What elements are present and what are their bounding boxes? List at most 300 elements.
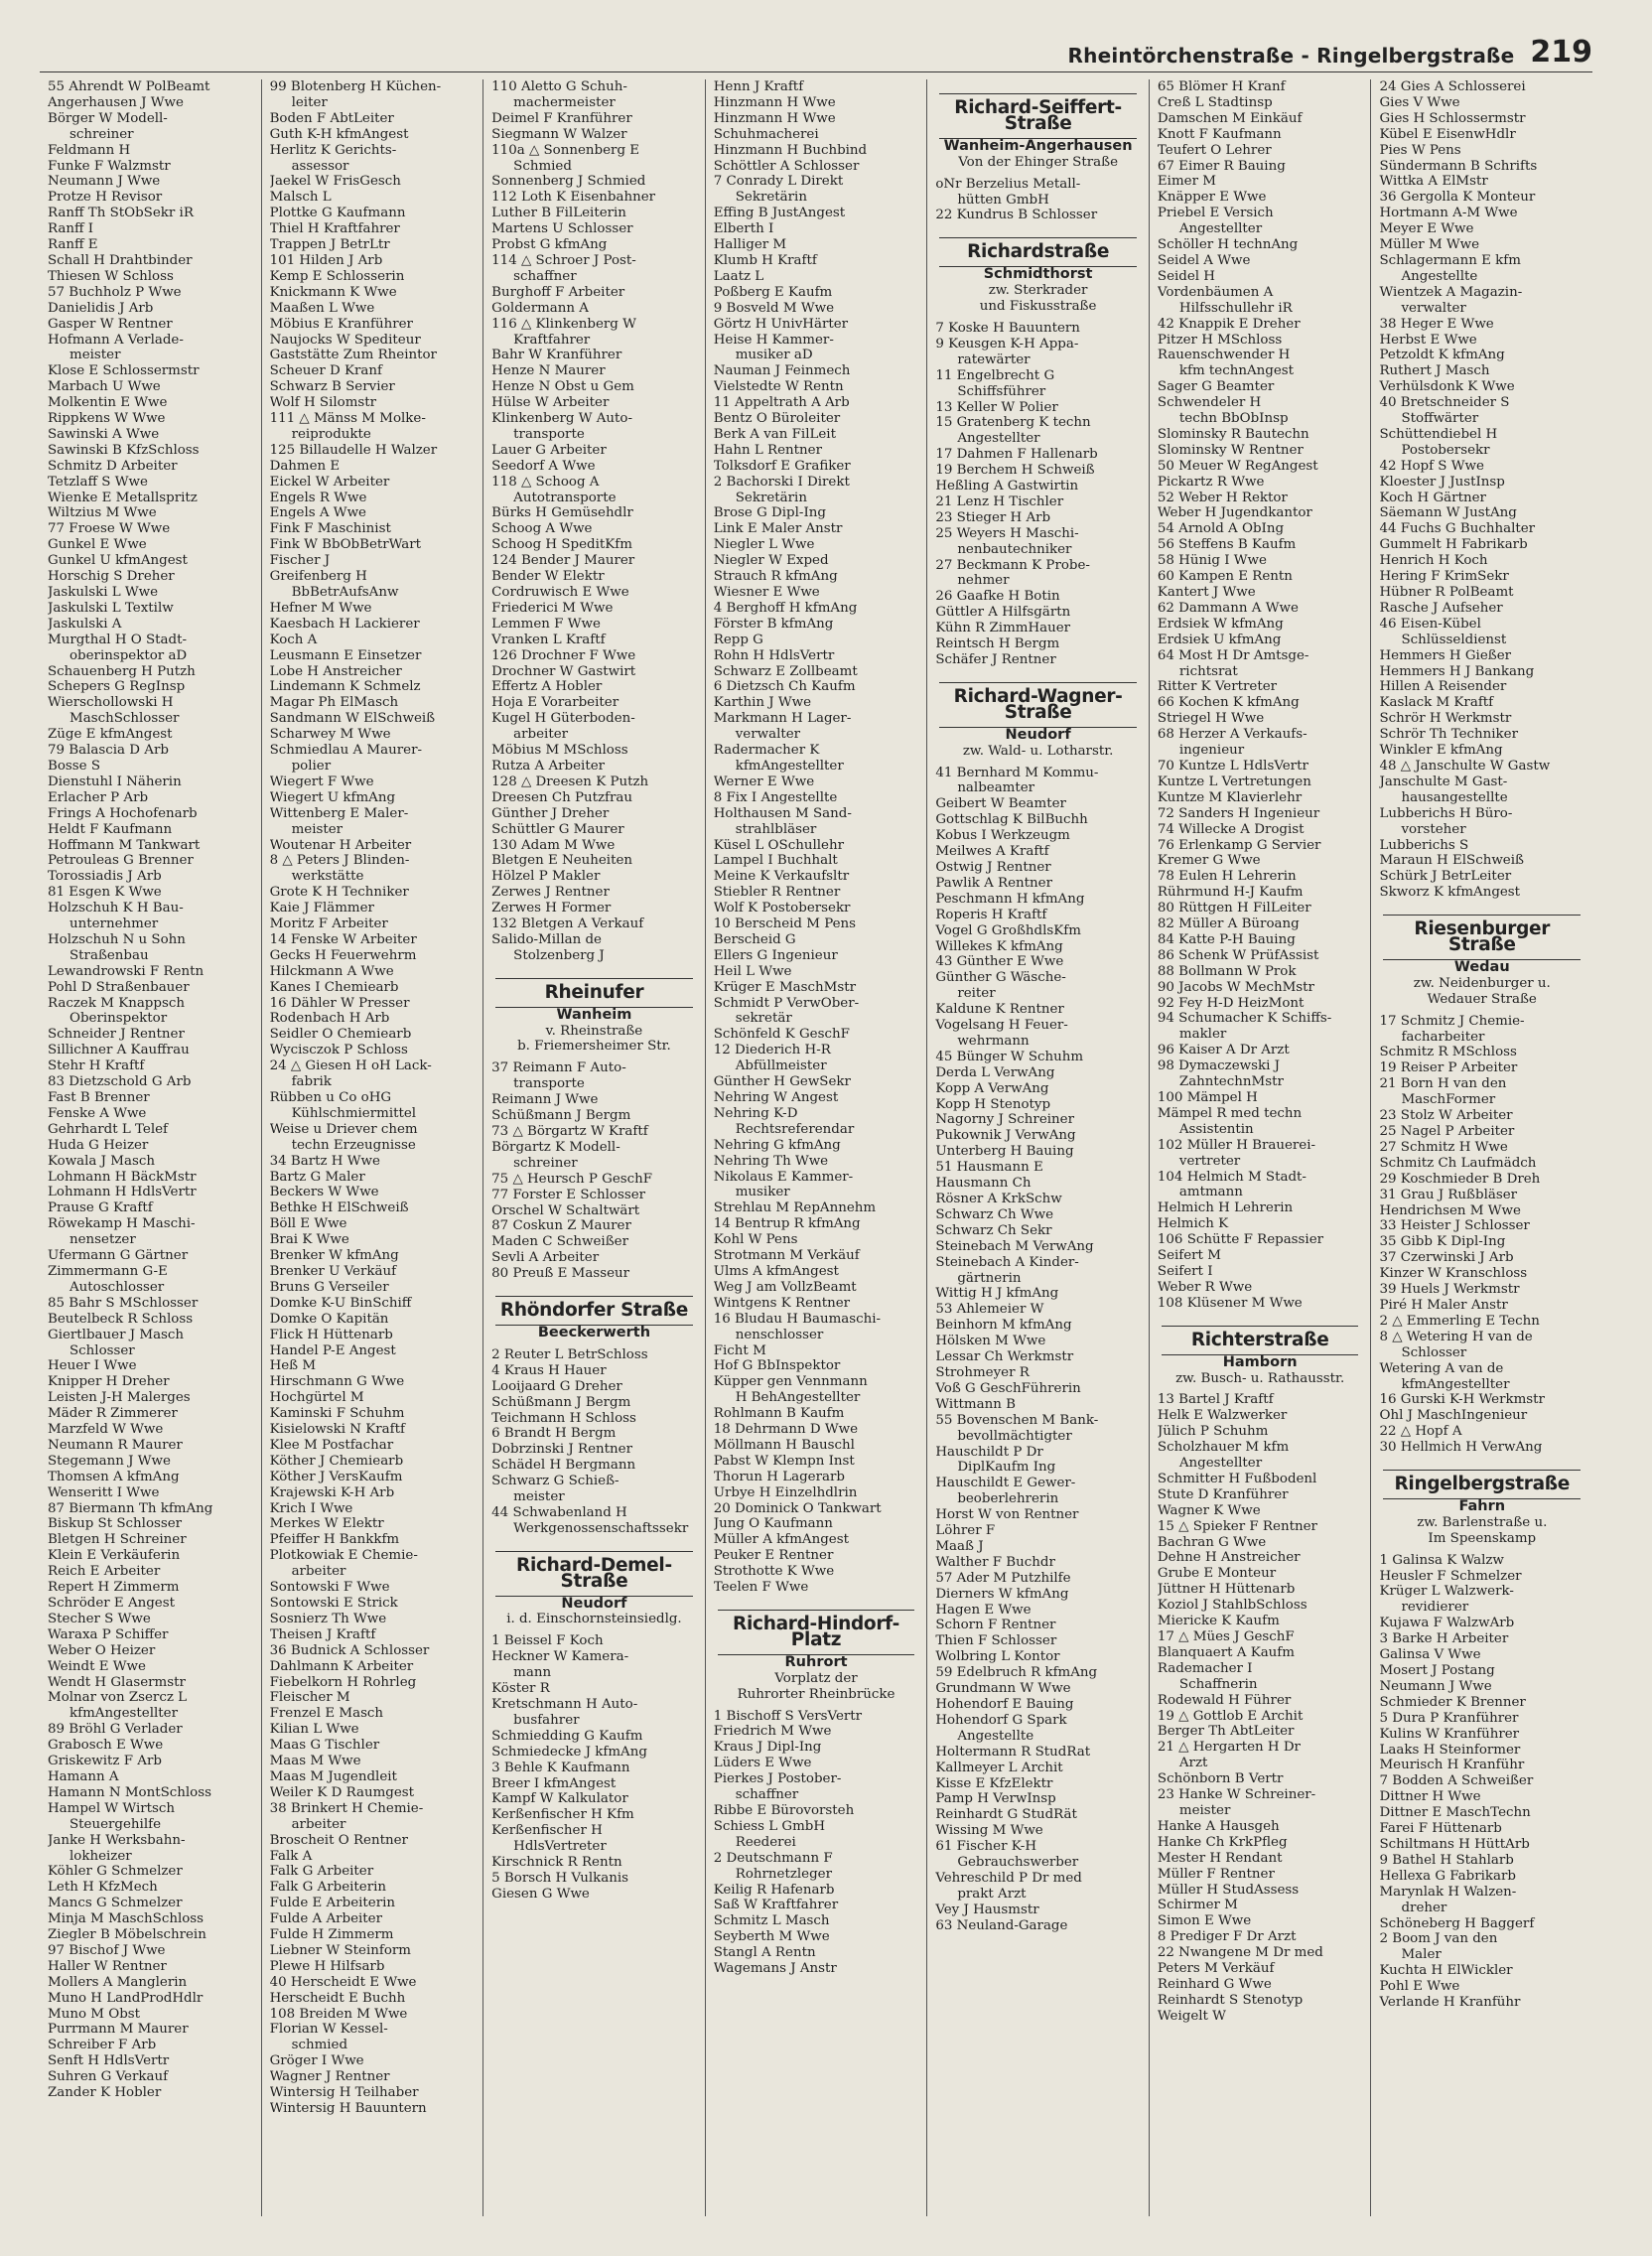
entry-continuation: schreiner — [69, 126, 134, 142]
resident-entry: Görtz H UnivHärter — [713, 316, 849, 332]
entry-continuation: Rechtsreferendar — [735, 1121, 855, 1137]
resident-entry: 87 Coskun Z Maurer — [491, 1218, 631, 1234]
resident-entry: 125 Billaudelle H Walzer — [269, 442, 438, 458]
resident-entry: oNr Berzelius Metall- — [935, 176, 1081, 192]
resident-entry: Saß W Kraftfahrer — [713, 1898, 839, 1913]
resident-entry: Stegemann J Wwe — [48, 1453, 171, 1469]
resident-entry: Schoog A Wwe — [491, 521, 593, 537]
resident-entry: Schoog H SpeditKfm — [491, 537, 632, 553]
resident-entry: Salido-Millan de — [491, 931, 602, 947]
resident-entry: Maaß J — [935, 1538, 984, 1554]
resident-entry: Murgthal H O Stadt- — [48, 632, 188, 647]
resident-entry: Falk G Arbeiterin — [269, 1880, 387, 1896]
resident-entry: Pierkes J Postober- — [713, 1771, 842, 1787]
resident-entry: 27 Beckmann K Probe- — [935, 557, 1090, 573]
resident-entry: Steinebach A Kinder- — [935, 1254, 1079, 1270]
resident-entry: Bethke H ElSchweiß — [269, 1200, 409, 1216]
resident-entry: Bachran G Wwe — [1157, 1534, 1267, 1550]
resident-entry: Löhrer F — [935, 1523, 996, 1539]
resident-entry: 7 Bodden A Schweißer — [1379, 1773, 1534, 1789]
resident-entry: Rohlmann B Kaufm — [713, 1406, 845, 1422]
resident-entry: Rutza A Arbeiter — [491, 758, 606, 774]
resident-entry: Heß M — [269, 1358, 317, 1374]
street-name: Rhöndorfer Straße — [499, 1300, 688, 1322]
resident-entry: Kaie J Flämmer — [269, 901, 374, 916]
resident-entry: Halliger M — [713, 237, 787, 253]
resident-entry: 9 Bosveld M Wwe — [713, 300, 835, 316]
resident-entry: Wittka A ElMstr — [1379, 174, 1488, 190]
street-name: Richard-Seiffert-Straße — [954, 97, 1122, 134]
resident-entry: Bosse S — [48, 758, 101, 774]
resident-entry: Schmiedding G Kaufm — [491, 1728, 643, 1744]
resident-entry: Lessar Ch Werkmstr — [935, 1349, 1074, 1365]
street-name: Richard-Hindorf-Platz — [733, 1614, 899, 1650]
entry-continuation: Autoschlosser — [69, 1279, 165, 1295]
resident-entry: 64 Most H Dr Amtsge- — [1157, 647, 1309, 663]
resident-entry: 13 Keller W Polier — [935, 399, 1058, 415]
resident-entry: 108 Klüsener M Wwe — [1157, 1295, 1303, 1311]
street-heading — [935, 682, 1141, 760]
resident-entry: 72 Sanders H Ingenieur — [1157, 805, 1320, 821]
entry-continuation: Angestellte — [1401, 268, 1478, 284]
entry-continuation: meister — [69, 348, 121, 363]
resident-entry: Wolf K Postobersekr — [713, 901, 851, 916]
resident-entry: Wiltzius M Wwe — [48, 505, 157, 521]
resident-entry: Roperis H Kraftf — [935, 907, 1047, 922]
resident-entry: Galinsa V Wwe — [1379, 1647, 1481, 1663]
resident-entry: 31 Grau J Rußbläser — [1379, 1187, 1518, 1202]
resident-entry: Koziol J StahlbSchloss — [1157, 1598, 1308, 1614]
resident-entry: 11 Engelbrecht G — [935, 367, 1055, 383]
entry-continuation: makler — [1178, 1027, 1227, 1043]
resident-entry: 79 Balascia D Arb — [48, 743, 169, 759]
resident-entry: Gröger I Wwe — [269, 2053, 364, 2069]
resident-entry: Fleischer M — [269, 1690, 350, 1706]
entry-continuation: prakt Arzt — [957, 1886, 1027, 1902]
resident-entry: Jaskulski L Textilw — [48, 600, 174, 616]
resident-entry: Köther J Chemiearb — [269, 1453, 404, 1469]
resident-entry: Striegel H Wwe — [1157, 711, 1265, 727]
resident-entry: Helmich H Lehrerin — [1157, 1200, 1294, 1216]
entry-continuation: DiplKaufm Ing — [957, 1460, 1056, 1476]
resident-entry: Hortmann A-M Wwe — [1379, 206, 1518, 221]
resident-entry: Gehrhardt L Telef — [48, 1121, 168, 1137]
resident-entry: Schepers G RegInsp — [48, 679, 186, 695]
resident-entry: Gies H Schlossermstr — [1379, 110, 1526, 126]
entry-continuation: meister — [291, 821, 344, 837]
resident-entry: Reimann J Wwe — [491, 1092, 599, 1108]
resident-entry: 15 △ Spieker F Rentner — [1157, 1518, 1317, 1534]
resident-entry: Erdsiek W kfmAng — [1157, 616, 1284, 632]
resident-entry: Petrouleas G Brenner — [48, 853, 194, 869]
resident-entry: Torossiadis J Arb — [48, 869, 162, 885]
resident-entry: Schwarz Ch Wwe — [935, 1206, 1054, 1222]
resident-entry: Giesen G Wwe — [491, 1886, 590, 1902]
resident-entry: 50 Meuer W RegAngest — [1157, 458, 1318, 474]
resident-entry: Klumb H Kraftf — [713, 252, 817, 268]
resident-entry: Bahr W Kranführer — [491, 348, 622, 363]
resident-entry: Lauer G Arbeiter — [491, 442, 607, 458]
resident-entry: Seifert M — [1157, 1248, 1221, 1264]
resident-entry: Nehring K-D — [713, 1105, 798, 1121]
resident-entry: Moritz F Arbeiter — [269, 916, 388, 932]
resident-entry: 75 △ Heursch P GeschF — [491, 1171, 653, 1187]
resident-entry: Schauenberg H Putzh — [48, 663, 196, 679]
resident-entry: Kühn R ZimmHauer — [935, 621, 1071, 636]
resident-entry: Hinzmann H Wwe — [713, 94, 836, 110]
resident-entry: Pohl E Wwe — [1379, 1979, 1460, 1995]
resident-entry: 58 Hünig I Wwe — [1157, 553, 1267, 569]
resident-entry: 30 Hellmich H VerwAng — [1379, 1440, 1543, 1456]
resident-entry: Mester H Rendant — [1157, 1850, 1283, 1866]
resident-entry: Vordenbäumen A — [1157, 284, 1274, 300]
directory-column — [262, 79, 484, 2216]
street-name: Richardstraße — [967, 241, 1110, 263]
resident-entry: Prause G Kraftf — [48, 1200, 153, 1216]
resident-entry: 2 Boom J van den — [1379, 1931, 1498, 1947]
street-name: Riesenburger Straße — [1414, 918, 1551, 956]
resident-entry: 42 Hopf S Wwe — [1379, 458, 1484, 474]
resident-entry: Wienke E Metallspritz — [48, 490, 198, 505]
resident-entry: Reinhard G Wwe — [1157, 1976, 1272, 1992]
resident-entry: Janke H Werksbahn- — [48, 1832, 186, 1848]
resident-entry: 97 Bischof J Wwe — [48, 1942, 166, 1958]
resident-entry: 37 Reimann F Auto- — [491, 1060, 626, 1076]
resident-entry: Strotmann M Verkäuf — [713, 1248, 860, 1264]
street-name: Richard-Wagner-Straße — [953, 685, 1123, 723]
resident-entry: Tetzlaff S Wwe — [48, 474, 148, 490]
entry-continuation: Oberinspektor — [69, 1011, 168, 1027]
resident-entry: Strohmeyer R — [935, 1364, 1030, 1380]
resident-entry: Wiegert F Wwe — [269, 774, 374, 789]
entry-continuation: Assistentin — [1178, 1121, 1254, 1137]
resident-entry: Stiebler R Rentner — [713, 885, 841, 901]
resident-entry: Gunkel U kfmAngest — [48, 553, 188, 569]
resident-entry: Klein E Verkäuferin — [48, 1548, 181, 1564]
resident-entry: 20 Dominick O Tankwart — [713, 1500, 882, 1516]
resident-entry: Wendt H Glasermstr — [48, 1674, 186, 1690]
resident-entry: Florian W Kessel- — [269, 2022, 388, 2038]
resident-entry: 86 Schenk W PrüfAssist — [1157, 947, 1319, 963]
resident-entry: Maraun H ElSchweiß — [1379, 853, 1524, 869]
resident-entry: 38 Brinkert H Chemie- — [269, 1800, 424, 1816]
resident-entry: Ziegler B Möbelschrein — [48, 1927, 206, 1943]
resident-entry: Müller A kfmAngest — [713, 1532, 849, 1548]
resident-entry: Wolf H Silomstr — [269, 395, 377, 411]
resident-entry: Reinhardt S Stenotyp — [1157, 1992, 1304, 2008]
resident-entry: Schmitz D Arbeiter — [48, 458, 178, 474]
entry-continuation: Postobersekr — [1401, 442, 1490, 458]
resident-entry: Greifenberg H — [269, 569, 367, 585]
resident-entry: 111 △ Mänss M Molke- — [269, 411, 426, 427]
resident-entry: Dehne H Anstreicher — [1157, 1550, 1301, 1566]
resident-entry: Schüßmann J Bergm — [491, 1108, 631, 1124]
resident-entry: Schwarz B Servier — [269, 379, 395, 395]
resident-entry: Pamp H VerwInsp — [935, 1791, 1056, 1807]
resident-entry: Wittenberg E Maler- — [269, 805, 409, 821]
resident-entry: Lohmann H HdlsVertr — [48, 1185, 197, 1200]
resident-entry: Hamann N MontSchloss — [48, 1784, 211, 1800]
resident-entry: 51 Hausmann E — [935, 1160, 1043, 1176]
resident-entry: 89 Bröhl G Verlader — [48, 1722, 183, 1738]
resident-entry: Schädel H Bergmann — [491, 1458, 636, 1474]
entry-continuation: ingenieur — [1178, 743, 1245, 759]
resident-entry: Wagner J Rentner — [269, 2069, 390, 2085]
street-description: zw. Sterkrader — [988, 283, 1088, 299]
resident-entry: Urbye H Einzelhdlrin — [713, 1484, 858, 1500]
resident-entry: Nagorny J Schreiner — [935, 1112, 1074, 1128]
resident-entry: Purrmann M Maurer — [48, 2022, 189, 2038]
resident-entry: Handel P-E Angest — [269, 1342, 396, 1358]
resident-entry: Suhren G Verkauf — [48, 2069, 169, 2085]
resident-entry: Helmich K — [1157, 1216, 1229, 1232]
resident-entry: Vogelsang H Feuer- — [935, 1018, 1068, 1034]
resident-entry: Seifert I — [1157, 1263, 1213, 1279]
street-heading — [1158, 1326, 1363, 1387]
resident-entry: 2 Deutschmann F — [713, 1850, 833, 1866]
resident-entry: 77 Forster E Schlosser — [491, 1187, 646, 1202]
resident-entry: Pies W Pens — [1379, 142, 1461, 158]
resident-entry: Möbius E Kranführer — [269, 316, 413, 332]
entry-continuation: kfmAngestellter — [1401, 1376, 1510, 1392]
street-description: zw. Neidenburger u. — [1413, 975, 1551, 991]
resident-entry: Lubberichs S — [1379, 837, 1469, 853]
resident-entry: Marynlak H Walzen- — [1379, 1884, 1517, 1900]
resident-entry: Grundmann W Wwe — [935, 1681, 1071, 1697]
street-description: b. Friemersheimer Str. — [517, 1039, 671, 1055]
entry-continuation: meister — [1178, 1802, 1231, 1818]
resident-entry: Kaslack M Kraftf — [1379, 695, 1494, 711]
resident-entry: Nauman J Feinmech — [713, 363, 851, 379]
resident-entry: Möllmann H Bauschl — [713, 1437, 855, 1453]
resident-entry: Teichmann H Schloss — [491, 1410, 636, 1426]
entry-continuation: Schmied — [513, 158, 572, 174]
resident-entry: 8 △ Peters J Blinden- — [269, 853, 410, 869]
resident-entry: Heusler F Schmelzer — [1379, 1568, 1522, 1584]
resident-entry: Schüttendiebel H — [1379, 426, 1498, 442]
resident-entry: Schmitz R MSchloss — [1379, 1045, 1517, 1060]
resident-entry: Lemmen F Wwe — [491, 616, 601, 632]
resident-entry: 45 Bünger W Schuhm — [935, 1049, 1084, 1064]
resident-entry: 37 Czerwinski J Arb — [1379, 1250, 1514, 1266]
resident-entry: Küsel L OSchullehr — [713, 837, 844, 853]
resident-entry: Neumann J Wwe — [48, 174, 161, 190]
resident-entry: Pabst W Klempn Inst — [713, 1453, 855, 1469]
resident-entry: Rasche J Aufseher — [1379, 600, 1503, 616]
resident-entry: Meilwes A Kraftf — [935, 844, 1049, 860]
resident-entry: Erlacher P Arb — [48, 789, 149, 805]
resident-entry: Hamann A — [48, 1768, 119, 1784]
resident-entry: Schneider J Rentner — [48, 1027, 185, 1043]
resident-entry: Woutenar H Arbeiter — [269, 837, 412, 853]
resident-entry: Schlagermann E kfm — [1379, 252, 1521, 268]
entry-continuation: fabrik — [291, 1074, 332, 1090]
resident-entry: Jung O Kaufmann — [713, 1516, 833, 1532]
resident-entry: Knickmann K Wwe — [269, 284, 397, 300]
entry-continuation: nenbautechniker — [957, 541, 1072, 557]
resident-entry: 81 Esgen K Wwe — [48, 885, 162, 901]
resident-entry: Lüders E Wwe — [713, 1756, 812, 1771]
resident-entry: Seidel A Wwe — [1157, 252, 1251, 268]
resident-entry: Biskup St Schlosser — [48, 1516, 183, 1532]
entry-continuation: Straßenbau — [69, 947, 149, 963]
resident-entry: 26 Gaafke H Botin — [935, 589, 1060, 605]
entry-continuation: unternehmer — [69, 916, 159, 932]
resident-entry: Kulins W Kranführer — [1379, 1726, 1520, 1742]
resident-entry: Brose G Dipl-Ing — [713, 505, 826, 521]
resident-entry: 25 Nagel P Arbeiter — [1379, 1124, 1515, 1139]
resident-entry: 112 Loth K Eisenbahner — [491, 190, 656, 206]
resident-entry: Weber R Wwe — [1157, 1279, 1253, 1295]
resident-entry: Orschel W Schaltwärt — [491, 1202, 640, 1218]
resident-entry: Burghoff F Arbeiter — [491, 284, 625, 300]
resident-entry: Gasper W Rentner — [48, 316, 173, 332]
resident-entry: Maas M Jugendleit — [269, 1768, 397, 1784]
resident-entry: Deimel F Kranführer — [491, 110, 632, 126]
street-description: Von der Ehinger Straße — [958, 154, 1118, 170]
resident-entry: Kantert J Wwe — [1157, 585, 1256, 600]
resident-entry: Sevli A Arbeiter — [491, 1250, 600, 1266]
resident-entry: Bentz O Büroleiter — [713, 411, 841, 427]
resident-entry: Güttler A Hilfsgärtn — [935, 605, 1071, 621]
resident-entry: 62 Dammann A Wwe — [1157, 600, 1299, 616]
resident-entry: 8 △ Wetering H van de — [1379, 1329, 1533, 1344]
street-heading — [1379, 1470, 1584, 1547]
resident-entry: Kaminski F Schuhm — [269, 1406, 405, 1422]
entry-continuation: Schaffnerin — [1178, 1676, 1258, 1692]
resident-entry: Goldermann A — [491, 300, 589, 316]
resident-entry: Schmieder K Brenner — [1379, 1694, 1526, 1710]
resident-entry: Mollers A Manglerin — [48, 1974, 188, 1990]
resident-entry: Vogel G GroßhdlsKfm — [935, 922, 1081, 938]
entry-continuation: musiker — [735, 1185, 790, 1200]
resident-entry: 6 Brandt H Bergm — [491, 1426, 617, 1442]
resident-entry: Thiel H Kraftfahrer — [269, 221, 400, 237]
resident-entry: Luther B FilLeiterin — [491, 206, 626, 221]
directory-column — [40, 79, 262, 2216]
resident-entry: 82 Müller A Büroang — [1157, 916, 1300, 932]
resident-entry: Tolksdorf E Grafiker — [713, 458, 851, 474]
resident-entry: Vranken L Kraftf — [491, 632, 606, 647]
resident-entry: Sontowski F Wwe — [269, 1580, 390, 1596]
resident-entry: Vielstedte W Rentn — [713, 379, 844, 395]
resident-entry: Broscheit O Rentner — [269, 1832, 408, 1848]
entry-continuation: Stolzenberg J — [513, 947, 605, 963]
resident-entry: Frenzel E Masch — [269, 1706, 384, 1722]
resident-entry: Holzschuh K H Bau- — [48, 901, 184, 916]
resident-entry: Scheuer D Kranf — [269, 363, 382, 379]
resident-entry: Kobus I Werkzeugm — [935, 828, 1070, 844]
directory-columns — [40, 79, 1592, 2216]
resident-entry: Priebel E Versich — [1157, 206, 1274, 221]
resident-entry: Krajewski K-H Arb — [269, 1484, 395, 1500]
resident-entry: 23 Hanke W Schreiner- — [1157, 1787, 1316, 1803]
resident-entry: Molkentin E Wwe — [48, 395, 168, 411]
entry-continuation: strahlbläser — [735, 821, 817, 837]
resident-entry: Dahlmann K Arbeiter — [269, 1658, 414, 1674]
resident-entry: 128 △ Dreesen K Putzh — [491, 774, 649, 789]
entry-continuation: transporte — [513, 1076, 585, 1092]
resident-entry: Haller W Rentner — [48, 1958, 167, 1974]
resident-entry: Hof G BbInspektor — [713, 1358, 841, 1374]
resident-entry: Waraxa P Schiffer — [48, 1626, 169, 1642]
street-description: Vorplatz der — [774, 1670, 858, 1686]
street-name: Richterstraße — [1190, 1329, 1329, 1350]
entry-continuation: busfahrer — [513, 1712, 580, 1728]
resident-entry: Neumann J Wwe — [1379, 1678, 1492, 1694]
resident-entry: Kallmeyer L Archit — [935, 1760, 1063, 1775]
resident-entry: 99 Blotenberg H Küchen- — [269, 79, 442, 94]
resident-entry: Slominsky W Rentner — [1157, 442, 1304, 458]
resident-entry: 24 △ Giesen H oH Lack- — [269, 1058, 432, 1074]
resident-entry: 54 Arnold A ObIng — [1157, 521, 1285, 537]
resident-entry: Förster B kfmAng — [713, 616, 834, 632]
resident-entry: Säemann W JustAng — [1379, 505, 1517, 521]
resident-entry: 17 Schmitz J Chemie- — [1379, 1013, 1525, 1029]
street-heading — [935, 93, 1141, 171]
street-heading — [491, 1551, 697, 1628]
resident-entry: 5 Dura P Kranführer — [1379, 1710, 1519, 1726]
running-head — [40, 28, 1592, 72]
entry-continuation: MaschFormer — [1401, 1092, 1496, 1108]
resident-entry: Plotkowiak E Chemie- — [269, 1548, 418, 1564]
resident-entry: Grube E Monteur — [1157, 1566, 1277, 1582]
resident-entry: Engels R Wwe — [269, 490, 367, 505]
entry-continuation: Steuergehilfe — [69, 1816, 161, 1832]
resident-entry: 18 Dehrmann D Wwe — [713, 1422, 859, 1438]
resident-entry: Blanquaert A Kaufm — [1157, 1644, 1295, 1660]
resident-entry: Weber H Jugendkantor — [1157, 505, 1312, 521]
resident-entry: Zander K Hobler — [48, 2085, 162, 2101]
resident-entry: 48 △ Janschulte W Gastw — [1379, 758, 1551, 774]
resident-entry: Heuer I Wwe — [48, 1358, 137, 1374]
resident-entry: Lobe H Anstreicher — [269, 663, 402, 679]
resident-entry: Mämpel R med techn — [1157, 1105, 1303, 1121]
resident-entry: 84 Katte P-H Bauing — [1157, 931, 1296, 947]
resident-entry: Bürks H Gemüsehdlr — [491, 505, 633, 521]
resident-entry: Mosert J Postang — [1379, 1663, 1495, 1678]
resident-entry: Willekes K kfmAng — [935, 938, 1063, 954]
entry-continuation: Schlüsseldienst — [1401, 632, 1507, 647]
resident-entry: Strothotte K Wwe — [713, 1564, 835, 1580]
resident-entry: Hoja E Vorarbeiter — [491, 695, 620, 711]
resident-entry: Raczek M Knappsch — [48, 995, 185, 1011]
resident-entry: Schuhmacherei — [713, 126, 819, 142]
resident-entry: Küpper gen Vennmann — [713, 1374, 868, 1390]
resident-entry: Radermacher K — [713, 743, 820, 759]
street-district: Beeckerwerth — [537, 1324, 651, 1340]
resident-entry: Leisten J-H Malerges — [48, 1390, 191, 1406]
resident-entry: Köster R — [491, 1681, 550, 1697]
street-heading — [1379, 915, 1584, 1008]
resident-entry: Dobrzinski J Rentner — [491, 1442, 633, 1458]
street-description: v. Rheinstraße — [545, 1023, 643, 1039]
resident-entry: 22 Kundrus B Schlosser — [935, 208, 1098, 223]
resident-entry: Herscheidt E Buchh — [269, 1990, 406, 2006]
resident-entry: 126 Drochner F Wwe — [491, 647, 636, 663]
resident-entry: 19 Berchem H Schweiß — [935, 463, 1095, 479]
resident-entry: 74 Willecke A Drogist — [1157, 821, 1305, 837]
resident-entry: Kerßenfischer H Kfm — [491, 1807, 634, 1823]
resident-entry: 61 Fischer K-H — [935, 1839, 1036, 1855]
resident-entry: Laatz L — [713, 268, 764, 284]
resident-entry: Link E Maler Anstr — [713, 521, 843, 537]
resident-entry: Ranff E — [48, 237, 98, 253]
resident-entry: Farei F Hüttenarb — [1379, 1821, 1502, 1837]
entry-continuation: Angestellte — [957, 1728, 1034, 1744]
entry-continuation: Schlosser — [1401, 1344, 1467, 1360]
resident-entry: Peters M Verkäuf — [1157, 1961, 1275, 1977]
